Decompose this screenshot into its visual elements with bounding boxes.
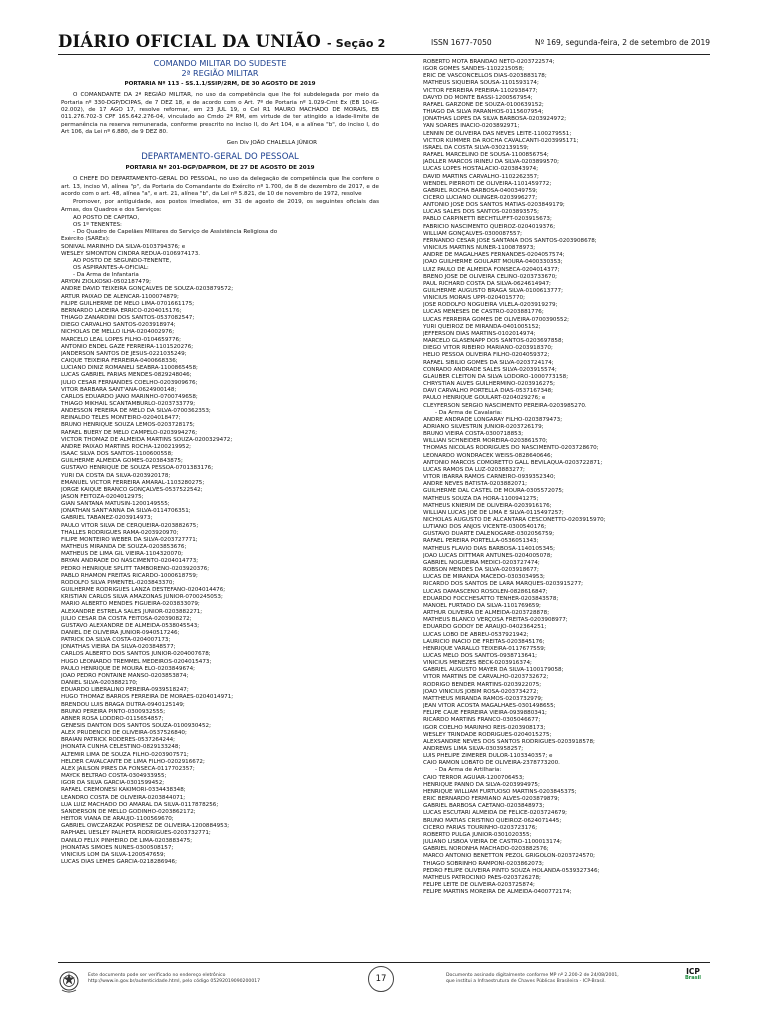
list-item: THIAGO MIKHAIL SCANTAMBURLO-0203733779; (61, 400, 196, 407)
list-item: MATHEUS KNIERIM DE OLIVEIRA-0203916176; (423, 502, 552, 509)
list-item: LAURÍCIO INACIO DE FREITAS-0203845176; (423, 638, 545, 645)
list-item: BRUNO HENRIQUE SOUZA LEMOS-0203728175; (61, 422, 195, 429)
list-item: PEDRO HENRIQUE SPLITT TAMBORENO-0203920376; (61, 565, 210, 572)
list-item: JONATHAS VIEIRA DA SILVA-0203848577; (61, 644, 176, 651)
list-item: FABRÍCIO NASCIMENTO QUEIROZ-0204019376; (423, 223, 556, 230)
list-item: BERNARDO LADEIRA ERRICO-0204015176; (61, 307, 182, 314)
list-item: - Da Arma de Artilharia: (435, 767, 502, 774)
portaria-text: Promover, por antiguidade, aos postos imediatos, em 31 de agosto de 2019, os seguintes oficiais das Armas, dos Quadros e dos Serviços: (61, 199, 379, 213)
list-item: HENRIQUE VARALLO TEIXEIRA-0117677559; (423, 645, 546, 652)
list-item: BRENO JOSÉ DE OLIVEIRA CELINO-0203733670; (423, 273, 558, 280)
list-item: ARTUR PAIXAO DE ALENCAR-1100074879; (61, 293, 179, 300)
list-item: - Da Arma de Cavalaria: (435, 409, 502, 416)
list-item: MARCELO LEAL LOPES FILHO-0104659776; (61, 336, 181, 343)
list-item: BRUNO MATIAS CRISTINO QUEIROZ-0624071445; (423, 817, 562, 824)
list-item: RAFAEL SIBILIO GOMES DA SILVA-0203724174; (423, 359, 554, 366)
list-item: JORGE KAIQUE BRANCO GONÇALVES-0537522542; (61, 486, 203, 493)
list-item: CAIO RAMON LOBATO DE OLIVEIRA-2378773200. (423, 760, 560, 767)
list-item: THIAGO SOBRINHO RAMPONI-0203862073; (423, 860, 544, 867)
list-item: LUCAS DIAS LEMES GARCIA-0218286946; (61, 858, 177, 865)
list-item: VICTOR FERREIRA PEREIRA-1102938477; (423, 87, 538, 94)
list-item: THIAGO DA SILVA PARANHOS-0115607954; (423, 109, 544, 116)
list-item: CÍCERO LUCIANO OLINGER-0203996277; (423, 194, 538, 201)
list-item: SONIVAL MARINHO DA SILVA-0103794376; e (61, 243, 186, 250)
portaria-text: O CHEFE DO DEPARTAMENTO-GERAL DO PESSOAL, no uso da delegação de competência que lhe confere o art. 13, inciso VI, alínea "p", da Portaria do Comandante do Exército nº 1.700, de 8 de dezembro de 2017, e de acordo com o art. 48, alínea "a", e art. 21, alínea "b", da Lei nº 5.821, de 10 de novembro de 1972, resolve (61, 176, 379, 198)
list-item: RAFAEL MARCELINO DE SOUSA-1100856754; (423, 152, 549, 159)
list-item: PABLO RHAMON FREITAS RICARDO-1000618759; (61, 572, 198, 579)
list-item: PAULO VITOR SILVA DE CERQUEIRA-0203882675; (61, 522, 199, 529)
list-item: JASON FEITOZA-0204012975; (61, 494, 144, 501)
list-item: ISRAEL DA COSTA SILVA-0302139159; (423, 144, 529, 151)
signature-note (446, 973, 619, 985)
list-item: LENNIN DE OLIVEIRA DAS NEVES LEITE-1100279551; (423, 130, 572, 137)
list-item: BRUNO PEREIRA PINTO-0300932555; (61, 708, 166, 715)
org-name: DEPARTAMENTO-GERAL DO PESSOAL (141, 152, 299, 163)
list-item: HÉLDER CAVALCANTE DE LIMA FILHO-0202916672; (61, 758, 205, 765)
portaria-heading: PORTARIA Nº 201-DGP/DAPROM, DE 27 DE AGOSTO DE 2019 (125, 165, 315, 172)
list-item: ÍGOR DA SILVA GARCIA-0301599452; (61, 780, 165, 787)
list-item: LUCAS MENESES DE CASTRO-0203881776; (423, 309, 544, 316)
list-item: - Da Arma de Infantaria (73, 272, 139, 279)
list-item: JOÃO VINÍCIUS JOBIM ROSA-0203734272; (423, 688, 539, 695)
list-item: LUCAS LÔBO DE ABREU-0537921942; (423, 631, 529, 638)
list-item: VINÍCIUS MENEZES BECK-0203916374; (423, 660, 532, 667)
list-item: BRYAN ANDRADE DO NASCIMENTO-0204014773; (61, 558, 199, 565)
list-item: ANDRÉ DAVID TEIXEIRA GONÇALVES DE SOUZA-0203879572; (61, 286, 234, 293)
list-item: DANIEL DE OLIVEIRA JÚNIOR-0940517246; (61, 629, 180, 636)
list-item: YURI DA COSTA DA SILVA-0203920178; (61, 472, 171, 479)
list-item: MATHEUS SOUZA DA HORA-1100941275; (423, 495, 539, 502)
masthead (58, 30, 710, 52)
list-item: ANTÔNIO MARCOS COMORETTO GALL BEVILÁQUA-0203722871; (423, 459, 603, 466)
list-item: ROBSON MENDES DA SILVA-0203918677; (423, 567, 539, 574)
list-item: JHONATA CUNHA CELESTINO-0829133248; (61, 744, 181, 751)
portaria-heading: PORTARIA Nº 113 - SS.1.1/SSIP/2RM, DE 30 AGOSTO DE 2019 (124, 81, 316, 88)
list-item: MANOEL FURTADO DA SILVA-1101769659; (423, 602, 541, 609)
verification-note-line: http://www.in.gov.br/autenticidade.html, pelo código 05292019090200017 (88, 979, 261, 984)
list-item: HENRIQUE PANNO DA SILVA-0203994975; (423, 781, 540, 788)
list-item: MÁRIO ALBERTO MENDES FIGUEIRA-0203833079; (61, 601, 200, 608)
list-item: GUSTAVO ALEXANDRE DE ALMEIDA-0538045543; (61, 622, 200, 629)
list-item: MAYCK BELTRÃO COSTA-0304933955; (61, 773, 167, 780)
list-item: GABRIEL BARBOSA CAETANO-0203848973; (423, 803, 545, 810)
list-item: GLAUBER CLEITON DA SILVA LODORO-1000773158; (423, 373, 569, 380)
list-item: HENRIQUE WILLIAM FURTUOSO MARTINS-0203845375; (423, 788, 577, 795)
list-item: VÍTOR IBARRA RAMOS CARNEIRO-0939352340; (423, 474, 556, 481)
list-item: REINALDO TELES MONTEIRO-0204018477; (61, 415, 181, 422)
list-item: ANDREWS LIMA SILVA-0303958257; (423, 746, 524, 752)
org-name: COMANDO MILITAR DO SUDESTE (153, 59, 287, 68)
list-item: DIEGO VITOR RIBEIRO MARIANO-0203918370; (423, 345, 553, 352)
column-left (61, 59, 379, 971)
list-item: RAFAEL PEREIRA PORTELLA-0536051343; (423, 538, 539, 545)
list-item: DAVI CARVALHO PORTELLA DIAS-0537167348; (423, 388, 554, 395)
signature: Gen Div JOÃO CHALELLA JÚNIOR (226, 140, 317, 147)
issn: ISSN 1677-7050 (431, 38, 492, 47)
list-item: ANTONIO JOSÉ DOS SANTOS MATIAS-0203849179; (423, 202, 565, 209)
list-item: FELIPE CAUÊ FERREIRA VIEIRA-0939880341; (423, 710, 547, 717)
list-item: MATHEUS MIRANDA DE SOUZA-0203853676; (61, 544, 187, 551)
icp-logo-subtext: Brasil (684, 975, 702, 981)
list-item: JOÃO PEDRO FONTAINE MANSO-0203853874; (61, 672, 189, 679)
list-item: DANIEL SILVA-0203882170; (61, 680, 138, 687)
list-item: LUÍS PHELIPE ZIMERER DULOR-1103340357; e (423, 753, 553, 760)
list-item: GABRIEL NOGUEIRA MÉDICI-0203727474; (423, 559, 540, 566)
list-item: PAULO HENRIQUE DE MOURA ELO-0203849674; (61, 665, 196, 672)
list-item: BRAIAN PATRICK RODERES-0537264244; (61, 737, 176, 744)
list-item: MARCO ANTONIO BENETTON PEZOL GRIGOLON-0203724570; (423, 853, 596, 860)
list-item: LUIZ PAULO DE ALMEIDA FONSECA-0204014377; (423, 266, 560, 273)
list-item: JOSÉ RODOLFO NOGUEIRA VILELA-0203919279; (423, 302, 558, 309)
list-item: ROBERTO PULGA JÚNIOR-0301020355; (423, 831, 532, 838)
icp-brasil-logo (676, 968, 710, 981)
list-item: MATHEUS DE LIMA GIL VIEIRA-1104320070; (61, 551, 184, 558)
list-item: LUCAS ESCUTARI ALMEIDA DE FELICE-0203724679; (423, 810, 568, 817)
list-item: JULIANO LISBOA VIEIRA DE CASTRO-1100013174; (423, 839, 562, 846)
list-item: VÍTOR MARTINS DE CARVALHO-0203732672; (423, 674, 549, 681)
list-item: FELIPE LEITE DE OLIVEIRA-0203725874; (423, 881, 535, 888)
list-item: OS 1º TENENTES: (73, 222, 122, 229)
list-item: EDUARDO GODOY DE ARAÚJO-0402364251; (423, 624, 547, 631)
list-item: DAVID MARTINS CARVALHO-1102262357; (423, 173, 539, 180)
list-item: DIEGO CARVALHO SANTOS-0203918974; (61, 322, 176, 329)
list-item: ANDRÉ ANDRADE LONGARAY FILHO-0203879473; (423, 416, 563, 423)
list-item: BRUNO VIEIRA COSTA-0300718853; (423, 431, 524, 438)
list-item: ISAAC SILVA DOS SANTOS-1100600558; (61, 451, 174, 458)
list-item: LEONARDO WONDRACEK WEISS-0828640646; (423, 452, 553, 459)
list-item: SANDERSON DE MELLO GODINHO-0203862172; (61, 808, 196, 815)
list-item: VINICIUS MORAIS UPPI-0204015770; (423, 295, 525, 302)
list-item: LUTIANO DOS ANJOS VICENTE-0300540176; (423, 524, 547, 531)
list-item: ANDRÉ DE MAGALHÃES FERNANDES-0204057574; (423, 252, 565, 259)
list-item: THIAGO ZANARDINI DOS SANTOS-0537082547; (61, 315, 195, 322)
list-item: GABRIEL AUGUSTO MAYER DA SILVA-1100179058; (423, 667, 564, 674)
list-item: CONRADO ANDRADE SALES SILVA-0203915574; (423, 366, 557, 373)
list-item: Exército (SAREx): (61, 236, 110, 243)
promotion-list-left (61, 215, 379, 866)
list-item: GUSTAVO DUARTE DALENOGARE-0302056759; (423, 531, 555, 538)
journal-name: DIÁRIO OFICIAL DA UNIÃO (58, 32, 322, 51)
list-item: ÁBNER ROSA LODDRO-0115654857; (61, 715, 164, 722)
page-number: 17 (368, 966, 394, 992)
list-item: LUCAS DE MIRANDA MACEDO-0303034953; (423, 574, 545, 581)
list-item: LUCAS RAMOS DA LUZ-0203883277; (423, 466, 525, 473)
list-item: CAÍQUE TEIXEIRA FERREIRA-0400668336; (61, 358, 178, 365)
list-item: ANTONIO ENDEL GAZÉ FERREIRA-1101520276; (61, 343, 194, 350)
list-item: HUGO LEONARDO TREMMEL MEDEIROS-0204015473; (61, 658, 212, 665)
list-item: GUILHERME DAL CASTEL DE MOURA-0305572075; (423, 488, 564, 495)
journal-title (58, 32, 386, 51)
list-item: ALEX PRUDÊNCIO DE OLIVEIRA-0537526840; (61, 730, 187, 737)
list-item: GABRIEL TABANEZ-0203914973; (61, 515, 153, 522)
list-item: WESLEY SIMONTON CINDRA RÉDUA-0106974173. (61, 250, 201, 257)
coat-of-arms-icon (58, 970, 80, 994)
list-item: - Do Quadro de Capelães Militares do Serviço de Assistência Religiosa do (73, 229, 278, 236)
list-item: LUCAS SALES DOS SANTOS-0203893575; (423, 209, 540, 216)
list-item: LUCIANO DINIZ ROMANELI SEABRA-1100865458; (61, 365, 198, 372)
list-item: JADLLER MARCOS IRINEU DA SILVA-0203899570; (423, 159, 559, 166)
verification-note (88, 973, 260, 985)
list-item: PAUL RICHARD COSTA DA SILVA-0624614947; (423, 280, 551, 287)
list-item: DANILO FÉLIX PINHEIRO DE LIMA-0203883475; (61, 837, 193, 844)
list-item: PATRICK DA SILVA COSTA-0204007173; (61, 637, 171, 644)
list-item: LUCAS LOPES HOSTALÁCIO-0203843974; (423, 166, 539, 173)
list-item: ALEXSANDRE NEVES DOS SANTOS RODRIGUES-0203918578; (423, 738, 595, 745)
list-item: FILIPE GUILHERME DE MELO LIMA-0701661175; (61, 300, 195, 307)
list-item: AO POSTO DE SEGUNDO-TENENTE, (73, 257, 172, 264)
list-item: CÍCERO FARIAS TOURINHO-0203723176; (423, 824, 538, 831)
list-item: AO POSTO DE CAPITÃO, (73, 214, 140, 221)
list-item: THALLES RODRIGUES RAMA-0203920970; (61, 529, 179, 536)
list-item: GABRIEL NORONHA MACHADO-0203882576; (423, 846, 549, 853)
list-item: VINÍCIUS LOM DA SILVA-1200547659; (61, 851, 166, 858)
list-item: WILLIAN SCHNEIDER MOREIRA-0203861570; (423, 438, 548, 445)
list-item: JÚLIO CÉSAR FERNANDES COELHO-0203909676; (61, 379, 198, 386)
list-item: MATTHEUS MIRANDA RAMOS-0203732979; (423, 695, 543, 702)
list-item: RAFAEL BUERY DE MELO CAMPELO-0203994276; (61, 429, 198, 436)
list-item: MATHEUS SIQUEIRA SOUSA-1101593174; (423, 80, 539, 87)
list-item: NICHOLAS DE MELLO ILHA-0204002976; (61, 329, 175, 336)
list-item: ADRIANO SILVESTRIN JÚNIOR-0203726179; (423, 423, 544, 430)
list-item: LUÃ LUIZ MACHADO DO AMARAL DA SILVA-0117878256; (61, 801, 219, 808)
list-item: HÉLIO PESSOA OLIVEIRA FILHO-0204059372; (423, 352, 550, 359)
list-item: LEANDRO COSTA DE OLIVEIRA-0203844071; (61, 794, 186, 801)
list-item: ERIC DE VASCONCELLOS DIAS-0203883178; (423, 73, 547, 80)
list-item: ALTEMIR LIMA DE SOUZA FILHO-0203907571; (61, 751, 189, 758)
list-item: MATHEUS FLÁVIO DIAS BARBOSA-1140105345; (423, 545, 556, 552)
list-item: JEAN VITOR ACOSTA MAGALHÃES-0301498655; (423, 703, 556, 710)
verification-note-line: Este documento pode ser verificado no endereço eletrônico (88, 973, 226, 978)
header-rule (58, 54, 710, 55)
list-item: OS ASPIRANTES-A-OFICIAL: (73, 265, 149, 272)
list-item: CLEYFERSON SÉRGIO NASCIMENTO PEREIRA-0203985270. (423, 402, 587, 409)
list-item: ARYON ZIOLKOSKI-0502187479; (61, 279, 151, 286)
list-item: VINÍCIUS MARTINS NUNER-1100878973; (423, 245, 536, 252)
list-item: CHRYSTIAN ALVES GUILHERMINO-0203916275; (423, 381, 556, 388)
list-item: CARLOS EDUARDO JANÓ MARINHO-0700749658; (61, 393, 198, 400)
list-item: YAN SOARES INACIO-0203892971; (423, 123, 520, 130)
list-item: ANDRÉ PAIXÃO MARTINS ROCHA-1200219952; (61, 443, 192, 450)
list-item: MATHEUS PATROCÍNIO PAES-0203726278; (423, 874, 541, 881)
list-item: LUCAS MELO DOS SANTOS-0938713641; (423, 652, 538, 659)
list-item: JANDERSON SANTOS DE JESUS-0221035249; (61, 350, 187, 357)
list-item: WENDEL PIERROTI DE OLIVEIRA-1101459772; (423, 180, 552, 187)
list-item: FELIPE MARTINS MOREIRA DE ALMEIDA-0400772174; (423, 889, 572, 896)
list-item: LUCAS FERREIRA GOMES DE OLIVEIRA-0700390552; (423, 316, 570, 323)
list-item: VICTOR KUMMER DA ROCHA CAVALCANTI-0203995171; (423, 137, 579, 144)
list-item: PABLO CARPINETTI BECHTLUFFT-0203915673; (423, 216, 552, 223)
list-item: LUCAS DAMASCENO ROSOLEN-0828616847; (423, 588, 548, 595)
list-item: MATHEUS BLANCO VERÇOSA FREITAS-0203908977; (423, 617, 568, 624)
list-item: GÊNESIS DANTON DOS SANTOS SOUZA-0100930452; (61, 723, 211, 730)
list-item: HEITOR VIANA DE ARAÚJO-1100569670; (61, 816, 174, 823)
list-item: ALEX JAILSON PIRES DA FONSECA-0117702357; (61, 765, 195, 772)
list-item: VICTOR THOMAZ DE ALMEIDA MARTINS SOUZA-0200329472; (61, 436, 233, 443)
list-item: IGOR COELHO MARINHO REIS-0203908173; (423, 724, 546, 731)
list-item: ANDESSON PEREIRA DE MELO DA SILVA-0700362353; (61, 408, 211, 415)
list-item: GUSTAVO HENRIQUE DE SOUZA PESSOA-0701383176; (61, 465, 214, 472)
list-item: FERNANDO CÉSAR JOSÉ SANTANA DOS SANTOS-0203908678; (423, 237, 597, 244)
list-item: VITOR BARBARA SANT'ANA-0624900148; (61, 386, 177, 393)
list-item: JEFFERSON DIAS MARTINS-0102014974; (423, 330, 536, 337)
list-item: FILIPE MONTEIRO WEBER DA SILVA-0203727771; (61, 536, 198, 543)
list-item: RICARDO DOS SANTOS DE LARA MARQUES-0203915277; (423, 581, 584, 588)
column-right (423, 59, 713, 971)
list-item: RAFAEL CREMONESI KAKIMORI-0334438348; (61, 787, 186, 794)
list-item: RAFAEL GARZONE DE SOUZA-0100639152; (423, 101, 544, 108)
signature-note-line: que institui a Infraestrutura de Chaves Públicas Brasileira - ICP-Brasil. (446, 979, 606, 984)
icp-logo-text: ICP (686, 967, 700, 976)
list-item: CARLOS ALBERTO DOS SANTOS JUNIOR-0204007678; (61, 651, 211, 658)
list-item: LUCAS GABRIEL FARIAS MENDES-0829248046; (61, 372, 192, 379)
edition-info: Nº 169, segunda-feira, 2 de setembro de 2019 (534, 38, 710, 47)
list-item: RODOLFO SILVA PIMENTEL-0203843370; (61, 579, 175, 586)
list-item: IGOR GOMES SANDES-1102215058; (423, 66, 525, 73)
list-item: KRISTIAN CARLOS SILVA AMAZONAS JUNIOR-0700245053; (61, 594, 223, 601)
list-item: JONATHAS LOPES DA SILVA BARBOSA-0203924972; (423, 116, 567, 123)
promotion-list-right (423, 59, 713, 896)
list-item: GUILHERME AUGUSTO BRAGA SILVA-0100613777; (423, 288, 563, 294)
list-item: RODRIGO BENDER MARTINS-0203922075; (423, 681, 542, 688)
list-item: WILLIAN LUCAS JOÉ DE LIMA E SILVA-0115497257; (423, 509, 564, 516)
list-item: JONATHAN SANT'ANNA DA SILVA-0114706351; (61, 508, 191, 515)
list-item: BRÊNDOU LUÍS BRAGA DUTRA-0940125149; (61, 701, 185, 708)
list-item: GABRIEL OWCZARZAK POSPIESZ DE OLIVEIRA-1200884953; (61, 823, 230, 830)
list-item: GIAN SANTANA MATUSIN-1200149555; (61, 501, 170, 508)
list-item: ERIC BERNARDO FERMIANO ALVES-0203879879; (423, 796, 560, 803)
list-item: HUGO THOMAZ BARROS FERREIRA DE MORAES-0204014971; (61, 694, 234, 701)
list-item: YURI QUEIROZ DE MIRANDA-0401005152; (423, 323, 541, 330)
footer-rule (58, 962, 710, 963)
list-item: JÚLIO CÉSAR DA COSTA FEITOSA-0203908272; (61, 615, 192, 622)
list-item: EDUARDO FOCCHESATTO TENHER-0203843578; (423, 595, 559, 602)
list-item: CAIO TERROR AGUIAR-1200706453; (423, 774, 525, 781)
list-item: GUILHERME RODRIGUES LANZA DESTEFANO-0204014476; (61, 587, 226, 594)
list-item: GUILHERME ALMEIDA GOMES-0203843875; (61, 458, 183, 465)
list-item: RAPHAEL UÉSLEY PALHETA RODRIGUES-0203732771; (61, 830, 211, 837)
list-item: WESLEY TRINDADE RODRIGUES-0204015275; (423, 731, 552, 738)
list-item: JOÃO GUILHERME GOULART MOURA-0400330353; (423, 259, 563, 266)
section-label: - Seção 2 (326, 37, 386, 50)
list-item: ALEXANDRE ESTRELA SALES JUNIOR-0203882271; (61, 608, 203, 615)
list-item: EMANUEL VICTOR FERREIRA AMARAL-1103280275; (61, 479, 205, 486)
list-item: NICHOLAS AUGUSTO DE ALCÂNTARA CESCONETTO-0203915970; (423, 517, 606, 523)
list-item: THOMAS NICOLAS RODRIGUES DO NASCIMENTO-0203728670; (423, 445, 599, 452)
org-subname: 2ª REGIÃO MILITAR (181, 67, 259, 78)
list-item: MARCELO GLASENAPP DOS SANTOS-0203697858; (423, 338, 564, 345)
list-item: WILLIAM GONÇALVES-0300087557; (423, 230, 523, 237)
footer (58, 966, 710, 1006)
list-item: ANDRÉ NEVES BATISTA-0203882071; (423, 481, 527, 488)
list-item: EDUARDO LIBERALINO PEREIRA-0939518247; (61, 687, 189, 694)
list-item: ARTHUR OLIVEIRA DE ALMEIDA-0203728878; (423, 610, 550, 617)
signature-note-line: Documento assinado digitalmente conforme MP nº 2.200-2 de 24/08/2001, (446, 973, 619, 978)
list-item: JOÃO LUCAS DITTMAR ANTUNES-0204005078; (423, 552, 553, 559)
list-item: DAVYD DO MONTE BASSI-1200567954; (423, 94, 533, 101)
list-item: PEDRO FELIPE OLIVEIRA PINTO SOUZA HOLANDA-0539327346; (423, 867, 600, 874)
list-item: RICARDO MARTINS FRANCO-0305046677; (423, 717, 541, 724)
list-item: GABRIEL ROCHA BARBOSA-0400349759; (423, 187, 538, 194)
portaria-text: O COMANDANTE DA 2ª REGIÃO MILITAR, no uso da competência que lhe foi subdelegada por meio da Portaria nº 330-DGP/DCIPAS, de 7 DEZ 18, e de acordo com o Art. 7º de Portaria nº 1.029-Cmt Ex (EB 10-IG-02.002), de 17 AGO 17, resolve reformar, em 23 JUL 19, o Cel R1 MAURO MACHADO DE MORAIS, EB 011.276.702-3 CPF 165.642.276-04, vinculado ao Cmdo 2ª RM, em virtude de ter atingido a idade-limite de permanência na reserva remunerada, conforme prescrito no inciso II, do Art 104, e a alínea "b", do inciso I, do Art 106, da Lei nº 6.880, de 9 DEZ 80. (61, 92, 379, 135)
list-item: PAULO HENRIQUE GOULART-0204029276; e (423, 395, 546, 402)
list-item: JHONATAS SIMÕES NUNES-0300508157; (61, 844, 174, 851)
list-item: ROBERTO MOTA BRANDÃO NETO-0203722574; (423, 59, 555, 65)
